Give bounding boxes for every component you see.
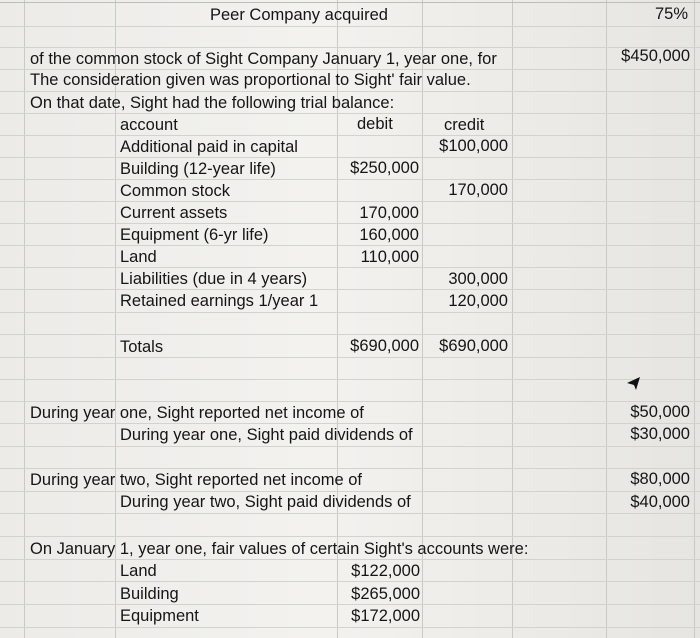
grid-row-line: [0, 334, 700, 335]
year-one-dividends-value: $30,000: [630, 425, 690, 443]
debit-amount: 110,000: [360, 248, 419, 266]
grid-row-line: [0, 559, 700, 560]
year-one-dividends-label: During year one, Sight paid dividends of: [120, 426, 413, 444]
grid-col-line: [694, 0, 695, 638]
debit-amount: $250,000: [350, 159, 419, 177]
fair-value-account: Equipment: [120, 607, 199, 625]
totals-label: Totals: [120, 338, 164, 356]
grid-row-line: [0, 135, 700, 136]
fair-value-amount: $265,000: [351, 585, 420, 603]
grid-row-line: [0, 113, 700, 114]
grid-row-line: [0, 47, 700, 48]
year-one-income-label: During year one, Sight reported net income of: [30, 404, 364, 422]
acquisition-amount: $450,000: [621, 47, 690, 65]
year-two-dividends-value: $40,000: [630, 493, 690, 511]
year-one-income-value: $50,000: [630, 403, 690, 421]
account-name: Current assets: [120, 204, 228, 222]
credit-amount: $100,000: [439, 137, 508, 155]
grid-row-line: [0, 245, 700, 246]
account-name: Common stock: [120, 182, 231, 200]
credit-amount: 300,000: [448, 270, 508, 288]
account-name: Land: [120, 248, 157, 266]
year-two-income-value: $80,000: [630, 470, 690, 488]
intro-line-3: On that date, Sight had the following trial balance:: [30, 94, 395, 112]
fair-value-account: Land: [120, 562, 157, 580]
credit-amount: 120,000: [448, 292, 508, 310]
debit-amount: 170,000: [359, 204, 419, 222]
year-two-income-label: During year two, Sight reported net income of: [30, 471, 363, 489]
debit-column-header: debit: [357, 115, 393, 133]
fair-value-amount: $172,000: [351, 607, 420, 625]
grid-row-line: [0, 26, 700, 27]
intro-line-2: The consideration given was proportional to Sight' fair value.: [30, 71, 471, 89]
grid-row-line: [0, 267, 700, 268]
header-title: Peer Company acquired: [210, 6, 388, 24]
grid-row-line: [0, 536, 700, 537]
grid-row-line: [0, 201, 700, 202]
grid-row-line: [0, 513, 700, 514]
intro-line-1: of the common stock of Sight Company January 1, year one, for: [30, 50, 497, 68]
cursor-arrow-icon: [626, 376, 642, 392]
fair-values-heading: On January 1, year one, fair values of certain Sight's accounts were:: [30, 540, 529, 558]
grid-row-line: [0, 179, 700, 180]
grid-row-line: [0, 379, 700, 380]
grid-col-line: [24, 0, 25, 638]
grid-row-line: [0, 357, 700, 358]
account-name: Liabilities (due in 4 years): [120, 270, 308, 288]
grid-row-line: [0, 312, 700, 313]
ownership-percent: 75%: [654, 5, 688, 23]
grid-row-line: [0, 91, 700, 92]
grid-row-line: [0, 289, 700, 290]
grid-row-line: [0, 604, 700, 605]
grid-row-line: [0, 223, 700, 224]
grid-row-line: [0, 423, 700, 424]
account-column-header: account: [120, 116, 178, 134]
year-two-dividends-label: During year two, Sight paid dividends of: [120, 493, 411, 511]
fair-value-account: Building: [120, 585, 179, 603]
grid-col-line: [606, 0, 607, 638]
account-name: Building (12-year life): [120, 160, 276, 178]
account-name: Additional paid in capital: [120, 138, 298, 156]
credit-amount: 170,000: [448, 181, 508, 199]
fair-value-amount: $122,000: [351, 562, 420, 580]
account-name: Retained earnings 1/year 1: [120, 292, 319, 310]
grid-row-line: [0, 468, 700, 469]
credit-column-header: credit: [444, 116, 485, 134]
grid-row-line: [0, 581, 700, 582]
debit-amount: 160,000: [359, 226, 419, 244]
grid-row-line: [0, 627, 700, 628]
grid-row-line: [0, 2, 700, 3]
total-debit: $690,000: [350, 337, 419, 355]
total-credit: $690,000: [439, 337, 508, 355]
account-name: Equipment (6-yr life): [120, 226, 269, 244]
grid-row-line: [0, 401, 700, 402]
grid-row-line: [0, 446, 700, 447]
